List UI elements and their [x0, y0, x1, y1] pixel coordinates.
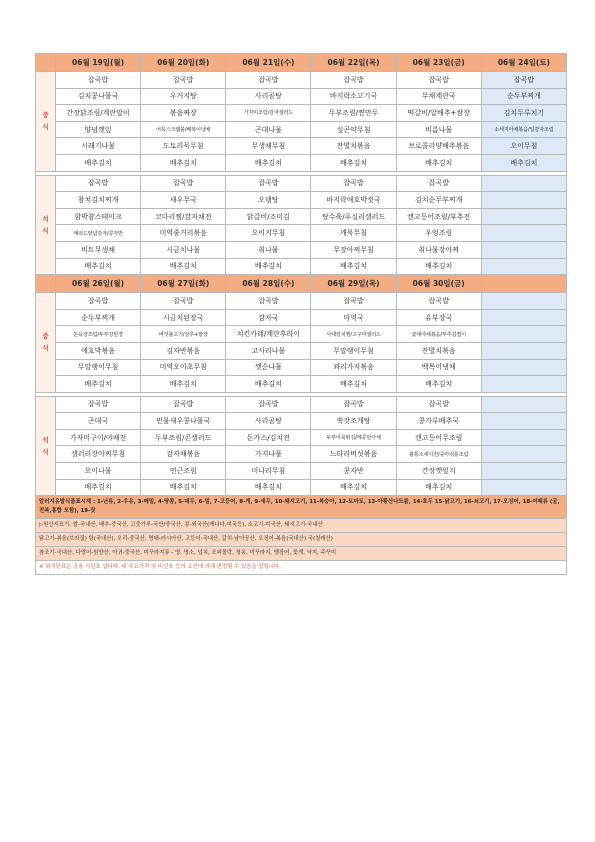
menu-cell: 잡곡밥: [226, 175, 311, 192]
menu-cell: [481, 208, 566, 225]
lunch-row: [36, 309, 567, 326]
menu-cell: 배추김치: [311, 479, 396, 496]
dinner-row: [36, 446, 567, 463]
dinner-label-char: 식: [42, 226, 49, 235]
menu-cell: [481, 192, 566, 209]
menu-cell: [481, 309, 566, 326]
lunch-row: [36, 342, 567, 359]
menu-cell: [481, 479, 566, 496]
dinner-row: [36, 258, 567, 275]
menu-cell: 오이나물: [56, 463, 141, 480]
menu-cell: 가자미조림/감자샐러드: [226, 105, 311, 122]
menu-cell: 잡곡밥: [56, 396, 141, 413]
menu-cell: 김자반볶음: [141, 342, 226, 359]
menu-cell: 코다리찜/감자채전: [141, 208, 226, 225]
origin-note-3: 참조기-국내산, 다랑어-원양산, 아귀-중국산, 미꾸라지류 - 영, 명소, 넙치, 조피볼락, 청동, 미꾸라지, 뱀장어, 꽃게, 낙지, 주꾸미: [35, 547, 567, 561]
menu-cell: 배추김치: [56, 479, 141, 496]
menu-cell: 간장깻잎지: [396, 463, 481, 480]
menu-cell: 브로콜리양배추볶음: [396, 138, 481, 155]
menu-cell: [481, 326, 566, 343]
menu-cell: 배추김치: [141, 258, 226, 275]
lunch-row: [36, 154, 567, 171]
lunch-row: [36, 376, 567, 393]
lunch-label-char: 중: [42, 332, 49, 341]
menu-cell: 미나리무침: [226, 463, 311, 480]
menu-cell: 가자미구이/야채전: [56, 429, 141, 446]
menu-cell: 두부어묵튀김/메콩한사채: [311, 429, 396, 446]
menu-cell: [481, 175, 566, 192]
menu-cell: 배추김치: [226, 258, 311, 275]
dinner-row: [36, 463, 567, 480]
menu-cell: 잡곡밥: [396, 396, 481, 413]
menu-cell: 도토리묵무침: [141, 138, 226, 155]
menu-cell: 시래기나물: [56, 138, 141, 155]
menu-cell: 잡곡밥: [56, 72, 141, 89]
menu-cell: 곤대나물: [226, 121, 311, 138]
menu-cell: 잡곡밥: [56, 175, 141, 192]
date-header: 06월 21일(수): [226, 54, 311, 72]
menu-cell: 탕수육/푸실리샐러드: [311, 208, 396, 225]
menu-cell: 잡곡밥: [396, 175, 481, 192]
corner-cell: [36, 275, 56, 293]
menu-cell: 돈가스/김치전: [226, 429, 311, 446]
menu-cell: 김치순두부찌개: [396, 192, 481, 209]
date-header-row: [36, 54, 567, 72]
dinner-row: [36, 225, 567, 242]
dinner-label-char: 석: [42, 214, 49, 223]
menu-cell: 잡곡밥: [226, 293, 311, 310]
menu-cell: 잡곡밥: [481, 72, 566, 89]
menu-cell: 함박참스테이크: [56, 208, 141, 225]
menu-cell: 잡곡밥: [141, 293, 226, 310]
menu-cell: 오이지무침: [226, 225, 311, 242]
dinner-label: [36, 396, 56, 496]
menu-cell: 감자채볶음: [141, 446, 226, 463]
dinner-row: [36, 479, 567, 496]
date-header: [481, 275, 566, 293]
menu-cell: [481, 359, 566, 376]
menu-cell: 잡곡밥: [141, 175, 226, 192]
menu-cell: 비트무생채: [56, 241, 141, 258]
menu-cell: 잡곡밥: [226, 396, 311, 413]
menu-cell: 미역오이초무침: [141, 359, 226, 376]
menu-sheet: [35, 53, 567, 575]
menu-cell: 배추김치: [141, 376, 226, 393]
menu-cell: 볶음짜장: [141, 105, 226, 122]
menu-cell: [481, 396, 566, 413]
menu-cell: [481, 241, 566, 258]
menu-cell: 콩가루배추국: [396, 413, 481, 430]
date-header: 06월 29일(목): [311, 275, 396, 293]
menu-cell: 연근조림: [141, 463, 226, 480]
menu-cell: [481, 225, 566, 242]
menu-cell: [481, 376, 566, 393]
menu-cell: [481, 413, 566, 430]
dinner-label-char: 석: [42, 435, 49, 444]
lunch-row: [36, 105, 567, 122]
menu-cell: 배추김치: [396, 376, 481, 393]
lunch-label: [36, 293, 56, 393]
menu-cell: 미역줄거리볶음: [141, 225, 226, 242]
disclaimer-note: ※ 위식단표는 공용 식단표 입니다. 내 수요가격 및 비선육 등의 요인에 의해 변경될 수 있음을 알립니다.: [35, 561, 567, 575]
lunch-row: [36, 88, 567, 105]
menu-cell: 잡곡밥: [311, 396, 396, 413]
date-header: 06월 27일(화): [141, 275, 226, 293]
menu-cell: [481, 446, 566, 463]
menu-cell: 배추김치: [226, 376, 311, 393]
menu-cell: 콩자반: [311, 463, 396, 480]
menu-cell: 배추김치: [396, 154, 481, 171]
date-header: 06월 30일(금): [396, 275, 481, 293]
date-header: 06월 24일(토): [481, 54, 566, 72]
dinner-label-char: 식: [42, 447, 49, 456]
menu-cell: 감자국: [226, 309, 311, 326]
menu-cell: 캔고등어조림/부추전: [396, 208, 481, 225]
menu-cell: 참치김치찌개: [56, 192, 141, 209]
lunch-label-char: 중: [42, 111, 49, 120]
lunch-row: [36, 138, 567, 155]
menu-cell: 샐러리장아찌무침: [56, 446, 141, 463]
menu-cell: 잡곡밥: [141, 72, 226, 89]
menu-cell: 간장닭조림/계란말이: [56, 105, 141, 122]
menu-cell: 새우무국: [141, 192, 226, 209]
lunch-row: [36, 359, 567, 376]
menu-cell: 사리곰탕: [226, 413, 311, 430]
menu-cell: 사리곰탕: [226, 88, 311, 105]
menu-cell: 매쉬드양념감자/콩자반: [56, 225, 141, 242]
menu-cell: 치킨카레/계란후라이: [226, 326, 311, 343]
origin-note-1: ▷원산지표기: 쌀-국내산, 배추-중국산, 고춧가루-국산/중국산, 콩-외국산(캐나다,미국등), 소고기-미국산, 돼지고기-국내산: [35, 519, 567, 533]
menu-cell: 배추김치: [311, 154, 396, 171]
menu-cell: 오이무침: [481, 138, 566, 155]
dinner-row: [36, 208, 567, 225]
lunch-row: [36, 326, 567, 343]
menu-cell: 두부조림/콘샐러드: [141, 429, 226, 446]
menu-cell: 잡곡밥: [56, 293, 141, 310]
menu-cell: 취나물장아찌: [396, 241, 481, 258]
menu-cell: [481, 429, 566, 446]
menu-cell: 백목이냉채: [396, 359, 481, 376]
menu-cell: 꽈리가지볶음: [311, 359, 396, 376]
menu-cell: 무채계란국: [396, 88, 481, 105]
menu-cell: 깻순나물: [226, 359, 311, 376]
menu-cell: 오뎅탕: [226, 192, 311, 209]
menu-cell: 쑥갓조개탕: [311, 413, 396, 430]
menu-cell: 잡곡밥: [311, 72, 396, 89]
menu-cell: 두부조림/찐만두: [311, 105, 396, 122]
menu-cell: 무생채무침: [226, 138, 311, 155]
menu-cell: 양념깻잎: [56, 121, 141, 138]
menu-cell: 배추김치: [311, 258, 396, 275]
menu-cell: 배추김치: [396, 258, 481, 275]
menu-cell: 소세지야채볶음/일감자조림: [481, 121, 566, 138]
dinner-row: [36, 175, 567, 192]
menu-cell: 잔멸치볶음: [311, 138, 396, 155]
menu-cell: 우엉조림: [396, 225, 481, 242]
dinner-row: [36, 396, 567, 413]
menu-cell: 떡갈비/알배추+쌈장: [396, 105, 481, 122]
menu-cell: 잡곡밥: [311, 293, 396, 310]
menu-cell: 잡곡밥: [226, 72, 311, 89]
menu-cell: 배추김치: [56, 154, 141, 171]
corner-cell: [36, 54, 56, 72]
menu-cell: 배추김치: [141, 154, 226, 171]
date-header: 06월 26일(월): [56, 275, 141, 293]
menu-cell: 배추김치: [396, 479, 481, 496]
menu-cell: 어묵스크램블/배복이냉채: [141, 121, 226, 138]
menu-cell: 유부장국: [396, 309, 481, 326]
menu-cell: [481, 463, 566, 480]
menu-cell: 가지나물: [226, 446, 311, 463]
date-header-row: [36, 275, 567, 293]
menu-cell: 김치두루치기: [481, 105, 566, 122]
menu-cell: 잡곡밥: [141, 396, 226, 413]
lunch-row: [36, 121, 567, 138]
dinner-row: [36, 241, 567, 258]
menu-cell: 잡곡밥: [311, 175, 396, 192]
lunch-label-char: 식: [42, 123, 49, 132]
menu-cell: 우거지탕: [141, 88, 226, 105]
dinner-row: [36, 192, 567, 209]
menu-cell: 곤대국: [56, 413, 141, 430]
menu-cell: 비름나물: [396, 121, 481, 138]
date-header: 06월 22일(목): [311, 54, 396, 72]
menu-cell: 순두부찌개: [481, 88, 566, 105]
menu-cell: [481, 342, 566, 359]
dinner-row: [36, 429, 567, 446]
menu-cell: 느타리버섯볶음: [311, 446, 396, 463]
menu-cell: 배추김치: [311, 376, 396, 393]
lunch-label-char: 식: [42, 344, 49, 353]
menu-cell: 사태김치찜/고구마샐러드: [311, 326, 396, 343]
menu-cell: 불통소세지전/중마쉬롱조림: [396, 446, 481, 463]
date-header: 06월 28일(수): [226, 275, 311, 293]
menu-cell: 고사리나물: [226, 342, 311, 359]
menu-cell: 잡곡밥: [396, 72, 481, 89]
lunch-row: [36, 293, 567, 310]
menu-cell: 실곤약무침: [311, 121, 396, 138]
menu-cell: 미역국: [311, 309, 396, 326]
menu-cell: 깨묵무침: [311, 225, 396, 242]
menu-cell: 무말랭이무침: [311, 342, 396, 359]
menu-cell: 숯대야채볶음/부추김절이: [396, 326, 481, 343]
lunch-label: [36, 72, 56, 172]
allergy-note: 알러지유발식품표시제 : 1-난류, 2-우유, 3-메밀, 4-땅콩, 5-대두, 6-밀, 7-고등어, 8-게, 9-새우, 10-돼지고기, 11-복숭아, 12-토마토, 13-아황산나트륨, 14-호두 15-닭고기, 16-쇠고기, 17-오징어, 18-어패류 (굴,전복,홍합 포함), 19-잣: [35, 496, 567, 519]
menu-cell: 버섯불고기/상추+쌈장: [141, 326, 226, 343]
menu-cell: 취나물: [226, 241, 311, 258]
date-header: 06월 23일(금): [396, 54, 481, 72]
menu-cell: 돈육장조림/두부강된장: [56, 326, 141, 343]
menu-cell: 시금치나물: [141, 241, 226, 258]
date-header: 06월 20일(화): [141, 54, 226, 72]
menu-cell: 시금치된장국: [141, 309, 226, 326]
dinner-label: [36, 175, 56, 275]
menu-cell: 순두부찌개: [56, 309, 141, 326]
menu-cell: 배추김치: [481, 154, 566, 171]
menu-cell: 잡곡밥: [396, 293, 481, 310]
menu-cell: 바지락소고기국: [311, 88, 396, 105]
menu-cell: [481, 258, 566, 275]
menu-cell: 캔고등어무조림: [396, 429, 481, 446]
menu-cell: 무말랭이무침: [56, 359, 141, 376]
dinner-row: [36, 413, 567, 430]
menu-cell: 닭갈비/조미김: [226, 208, 311, 225]
menu-cell: 잔멸치볶음: [396, 342, 481, 359]
lunch-row: [36, 72, 567, 89]
menu-table: [35, 53, 567, 496]
date-header: 06월 19일(월): [56, 54, 141, 72]
origin-note-2: 닭고기-볶음(브라질) 탕(국내산), 오리-중국산, 명태-러시아산, 고등어-국내산, 갈치-남아공산, 오징어-볶음(국내산) 국(칠레산): [35, 533, 567, 547]
menu-cell: 민물새우콩나물국: [141, 413, 226, 430]
menu-cell: 김치콩나물국: [56, 88, 141, 105]
menu-cell: 배추김치: [226, 154, 311, 171]
menu-cell: 배추김치: [56, 376, 141, 393]
menu-cell: 애호박볶음: [56, 342, 141, 359]
menu-cell: 무장아찌무침: [311, 241, 396, 258]
menu-cell: [481, 293, 566, 310]
menu-cell: 바지락애호박젓국: [311, 192, 396, 209]
menu-cell: 배추김치: [56, 258, 141, 275]
menu-cell: 배추김치: [226, 479, 311, 496]
menu-cell: 배추김치: [141, 479, 226, 496]
